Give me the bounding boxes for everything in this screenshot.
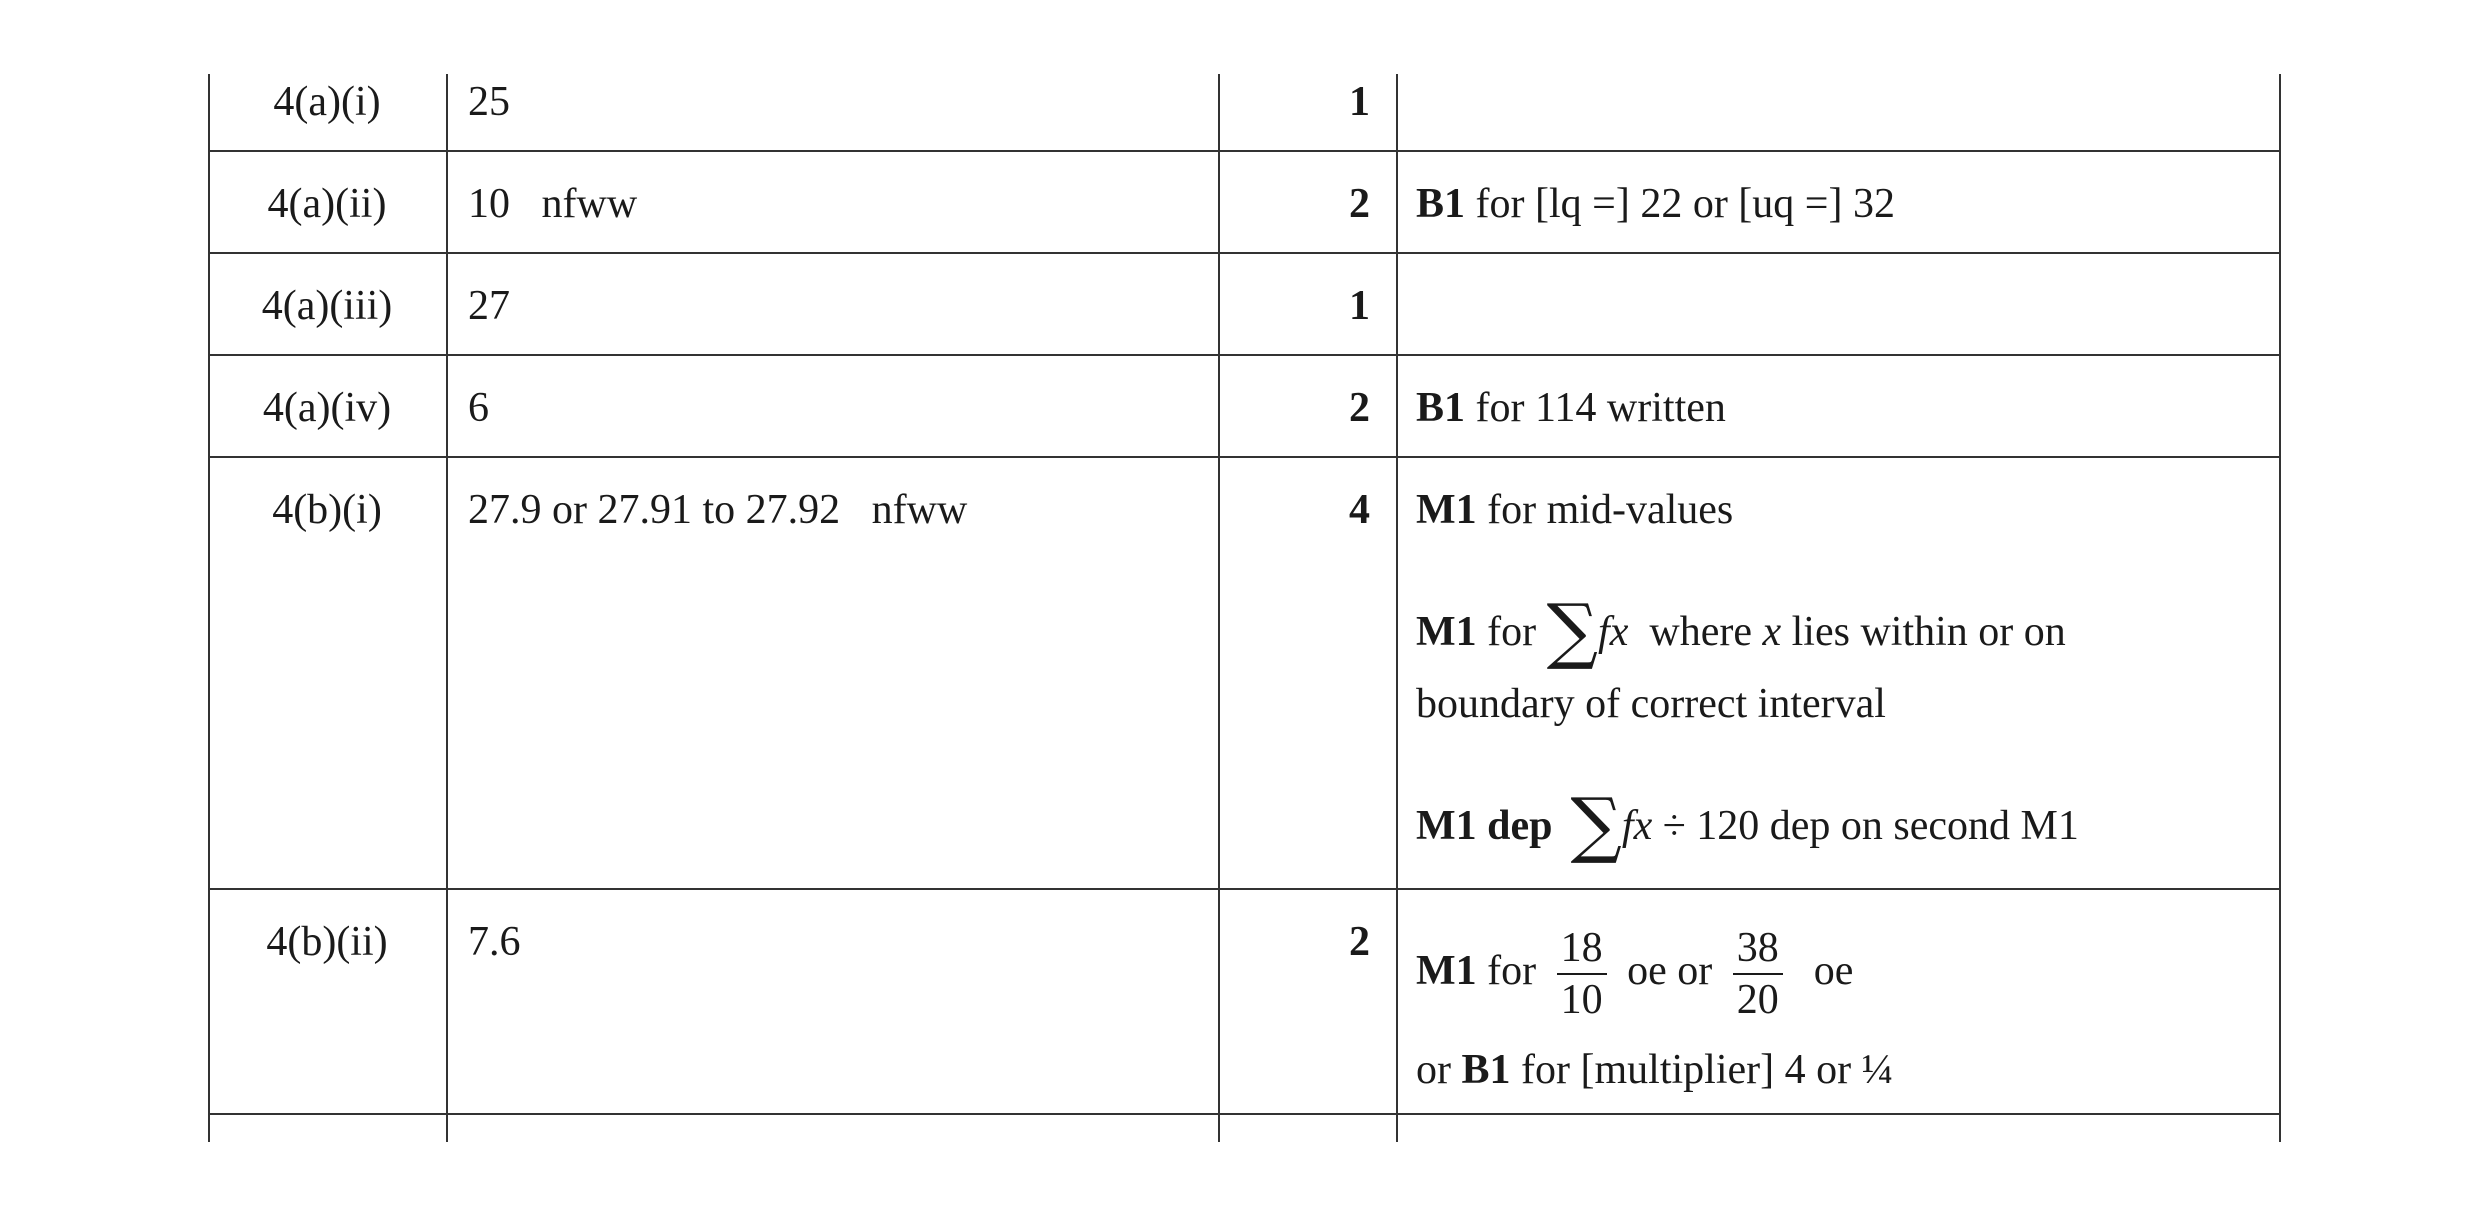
fraction <box>1733 923 1783 1025</box>
row-divider <box>208 252 2281 254</box>
row-divider <box>208 456 2281 458</box>
guidance-cell <box>1416 178 1895 230</box>
marks-cell: 2 <box>1349 181 1370 227</box>
guidance-cell <box>1416 382 1726 434</box>
guidance-text: for <box>1476 609 1547 655</box>
marks-cell: 2 <box>1349 919 1370 965</box>
guidance-text: for mid-values <box>1476 487 1734 533</box>
guidance-line <box>1416 920 1853 1025</box>
fraction-numerator: 38 <box>1736 925 1779 972</box>
math-variable: x <box>1762 609 1782 655</box>
table-border-left <box>208 74 210 1142</box>
guidance-text: where <box>1628 609 1763 655</box>
question-number: 4(a)(iii) <box>261 283 393 329</box>
marks-cell: 1 <box>1349 283 1370 329</box>
guidance-line <box>1416 678 1886 730</box>
guidance-text: for [lq =] 22 or [uq =] 32 <box>1465 181 1895 227</box>
guidance-text: for [multiplier] 4 or ¼ <box>1510 1047 1894 1093</box>
answer-cell: 7.6 <box>468 919 521 965</box>
fraction-denominator: 10 <box>1560 977 1603 1024</box>
guidance-text: or <box>1416 1047 1462 1093</box>
column-divider <box>1218 74 1220 1142</box>
mark-code: B1 <box>1416 385 1466 431</box>
table-border-right <box>2279 74 2281 1142</box>
math-variable: fx <box>1621 803 1653 849</box>
fraction-denominator: 20 <box>1736 977 1779 1024</box>
row-divider <box>208 354 2281 356</box>
question-number: 4(a)(i) <box>273 79 381 125</box>
guidance-text: for 114 written <box>1465 385 1726 431</box>
guidance-text: oe or <box>1616 948 1723 994</box>
guidance-line <box>1416 484 1733 536</box>
marks-cell: 4 <box>1349 487 1370 533</box>
sigma-symbol: ∑ <box>1570 782 1622 866</box>
question-number: 4(a)(iv) <box>262 385 392 431</box>
mark-code: M1 dep <box>1416 803 1553 849</box>
answer-cell: 10 nfww <box>468 181 638 227</box>
math-variable: fx <box>1598 609 1629 655</box>
guidance-text: lies within or on <box>1781 609 2066 655</box>
fraction-numerator: 18 <box>1560 925 1603 972</box>
question-number: 4(a)(ii) <box>267 181 387 227</box>
mark-code: B1 <box>1416 181 1466 227</box>
mark-code: M1 <box>1416 487 1477 533</box>
row-divider <box>208 150 2281 152</box>
sigma-symbol: ∑ <box>1546 588 1599 672</box>
guidance-text: ÷ 120 dep on second M1 <box>1652 803 2079 849</box>
marks-cell: 1 <box>1349 79 1370 125</box>
mark-code: M1 <box>1416 948 1477 994</box>
question-number: 4(b)(i) <box>272 487 382 533</box>
mark-code: B1 <box>1461 1047 1511 1093</box>
guidance-text: for <box>1476 948 1547 994</box>
column-divider <box>1396 74 1398 1142</box>
answer-cell: 27 <box>468 283 510 329</box>
guidance-text: boundary of correct interval <box>1416 681 1886 727</box>
answer-cell: 25 <box>468 79 510 125</box>
question-number: 4(b)(ii) <box>266 919 388 965</box>
guidance-line <box>1416 1044 1893 1096</box>
guidance-text: oe <box>1792 948 1854 994</box>
guidance-line <box>1416 782 2079 866</box>
marks-cell: 2 <box>1349 385 1370 431</box>
mark-code: M1 <box>1416 609 1477 655</box>
column-divider <box>446 74 448 1142</box>
answer-cell: 6 <box>468 385 489 431</box>
row-divider <box>208 1113 2281 1115</box>
answer-cell: 27.9 or 27.91 to 27.92 nfww <box>468 487 968 533</box>
row-divider <box>208 888 2281 890</box>
guidance-line <box>1416 588 2066 672</box>
fraction <box>1557 923 1607 1025</box>
